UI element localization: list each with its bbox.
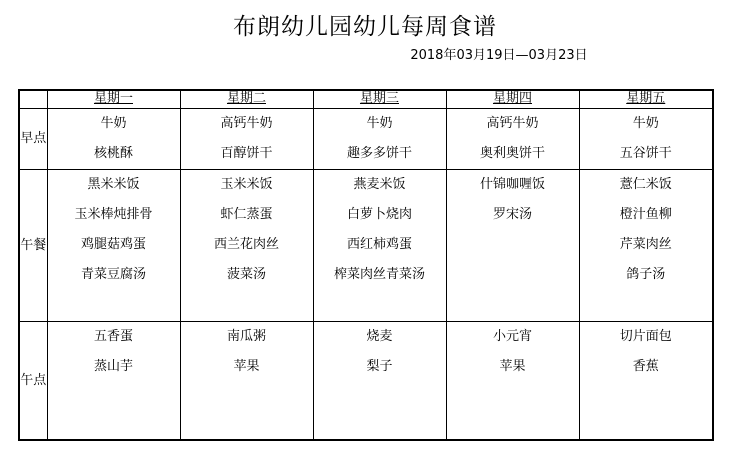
menu-cell (579, 169, 713, 321)
dish-item: 苹果 (499, 358, 526, 374)
dish-item: 榨菜肉丝青菜汤 (333, 266, 425, 282)
dish-item: 五谷饼干 (619, 145, 672, 161)
menu-cell (47, 169, 180, 321)
menu-cell (446, 108, 579, 169)
menu-cell (180, 108, 313, 169)
menu-cell (446, 321, 579, 440)
dish-item: 香蕉 (632, 358, 659, 374)
day-header-tuesday: 星期二 (180, 90, 313, 108)
day-header-monday: 星期一 (47, 90, 180, 108)
menu-document (0, 12, 730, 441)
dish-item: 五香蛋 (93, 328, 133, 344)
dish-item: 玉米棒炖排骨 (74, 206, 153, 222)
dish-item: 什锦咖喱饭 (479, 176, 545, 192)
dish-item: 趣多多饼干 (346, 145, 412, 161)
corner-cell (19, 90, 47, 108)
dish-item: 西兰花肉丝 (213, 236, 279, 252)
header-row (19, 90, 713, 108)
dish-item: 罗宋汤 (492, 206, 532, 222)
dish-item: 鸡腿菇鸡蛋 (80, 236, 146, 252)
dish-item: 青菜豆腐汤 (80, 266, 146, 282)
dish-item: 切片面包 (619, 328, 672, 344)
day-header-wednesday: 星期三 (313, 90, 446, 108)
row-label-lunch: 午餐 (19, 169, 47, 321)
dish-item: 玉米米饭 (220, 176, 273, 192)
menu-cell (313, 321, 446, 440)
dish-item: 蒸山芋 (93, 358, 133, 374)
dish-item: 芹菜肉丝 (619, 236, 672, 252)
dish-item: 燕麦米饭 (353, 176, 406, 192)
dish-item: 梨子 (366, 358, 393, 374)
menu-table (18, 89, 714, 441)
menu-table-body (19, 108, 713, 440)
row-label-breakfast: 早点 (19, 108, 47, 169)
meal-row-breakfast (19, 108, 713, 169)
menu-cell (313, 169, 446, 321)
dish-item: 奥利奥饼干 (479, 145, 545, 161)
menu-cell (47, 321, 180, 440)
menu-cell (313, 108, 446, 169)
dish-item: 南瓜粥 (226, 328, 266, 344)
dish-item: 菠菜汤 (226, 266, 266, 282)
dish-item: 白萝卜烧肉 (346, 206, 412, 222)
meal-row-snack (19, 321, 713, 440)
menu-cell (180, 169, 313, 321)
dish-item: 苹果 (233, 358, 260, 374)
meal-row-lunch (19, 169, 713, 321)
dish-item: 西红柿鸡蛋 (346, 236, 412, 252)
dish-item: 百醇饼干 (220, 145, 273, 161)
day-header-friday: 星期五 (579, 90, 713, 108)
dish-item: 牛奶 (100, 115, 127, 131)
menu-cell (47, 108, 180, 169)
menu-cell (579, 108, 713, 169)
dish-item: 小元宵 (492, 328, 532, 344)
dish-item: 鸽子汤 (626, 266, 666, 282)
dish-item: 薏仁米饭 (619, 176, 672, 192)
row-label-snack: 午点 (19, 321, 47, 440)
dish-item: 黑米米饭 (87, 176, 140, 192)
day-header-thursday: 星期四 (446, 90, 579, 108)
dish-item: 牛奶 (366, 115, 393, 131)
dish-item: 高钙牛奶 (220, 115, 273, 131)
dish-item: 烧麦 (366, 328, 393, 344)
dish-item: 牛奶 (632, 115, 659, 131)
dish-item: 虾仁蒸蛋 (220, 206, 273, 222)
page-title: 布朗幼儿园幼儿每周食谱 (233, 14, 497, 40)
menu-cell (446, 169, 579, 321)
dish-item: 核桃酥 (93, 145, 133, 161)
dish-item: 高钙牛奶 (486, 115, 539, 131)
menu-cell (579, 321, 713, 440)
date-range: 2018年03月19日—03月23日 (410, 48, 588, 63)
dish-item: 橙汁鱼柳 (619, 206, 672, 222)
menu-cell (180, 321, 313, 440)
